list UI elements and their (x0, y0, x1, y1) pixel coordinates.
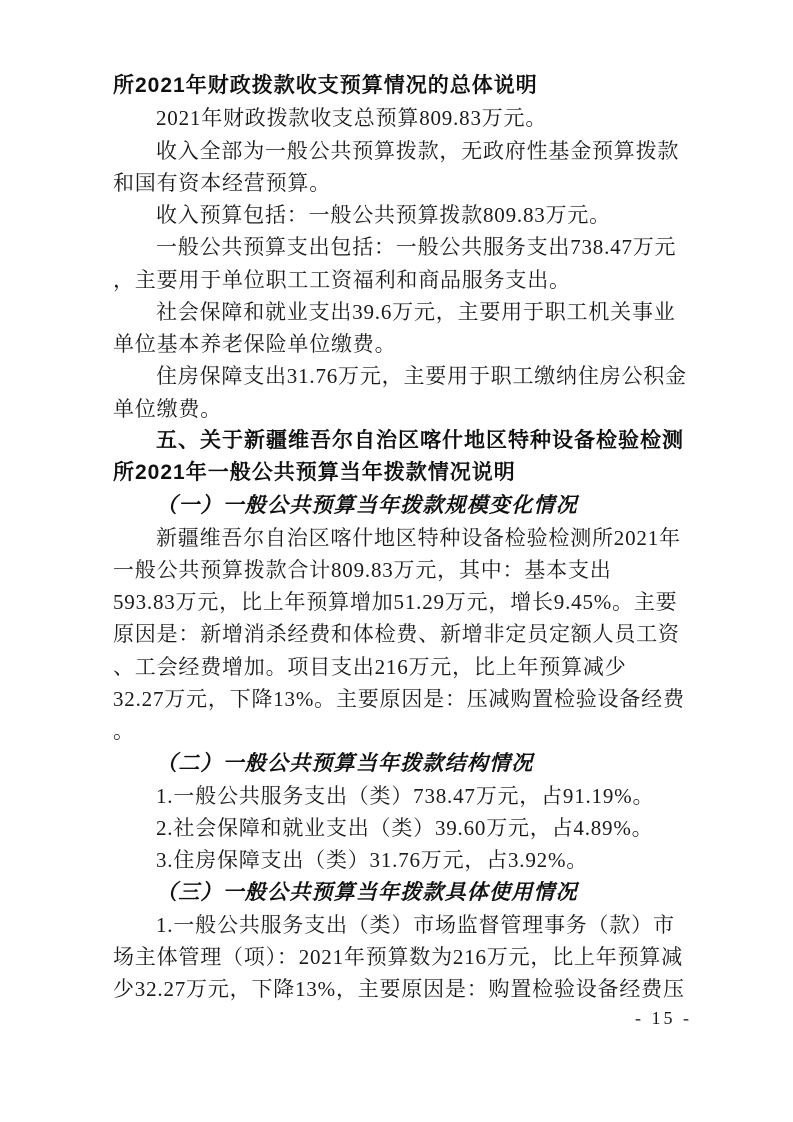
body-line: 2.社会保障和就业支出（类）39.60万元，占4.89%。 (156, 815, 654, 840)
body-line: 593.83万元，比上年预算增加51.29万元，增长9.45%。主要 (113, 590, 678, 614)
body-line: 32.27万元，下降13%。主要原因是：压减购置检验设备经费 (113, 686, 685, 711)
body-line: 场主体管理（项）：2021年预算数为216万元，比上年预算减 (113, 944, 683, 969)
heading-line: 所2021年一般公共预算当年拨款情况说明 (113, 461, 516, 484)
heading-line: 五、关于新疆维吾尔自治区喀什地区特种设备检验检测 (156, 428, 684, 452)
body-line: 2021年财政拨款收支总预算809.83万元。 (156, 106, 548, 131)
section-heading-line: （二）一般公共预算当年拨款结构情况 (156, 751, 534, 776)
body-line: 收入预算包括：一般公共预算拨款809.83万元。 (156, 203, 611, 227)
body-line: 一般公共预算支出包括：一般公共服务支出738.47万元 (156, 235, 677, 260)
body-line: 和国有资本经营预算。 (113, 170, 331, 195)
section-heading-line: （一）一般公共预算当年拨款规模变化情况 (156, 493, 578, 518)
body-line: 收入全部为一般公共预算拨款，无政府性基金预算拨款 (156, 138, 680, 163)
body-line: 。 (113, 719, 135, 743)
page-number: - 15 - (635, 1008, 692, 1028)
body-line: 少32.27万元，下降13%，主要原因是：购置检验设备经费压 (113, 977, 685, 1001)
section-heading-line: （三）一般公共预算当年拨款具体使用情况 (156, 880, 578, 905)
body-line: 、工会经费增加。项目支出216万元，比上年预算减少 (113, 654, 627, 679)
body-line: 新疆维吾尔自治区喀什地区特种设备检验检测所2021年 (156, 525, 681, 550)
body-line: 1.一般公共服务支出（类）738.47万元，占91.19%。 (156, 783, 655, 808)
body-line: 一般公共预算拨款合计809.83万元，其中：基本支出 (113, 557, 612, 582)
body-line: 原因是：新增消杀经费和体检费、新增非定员定额人员工资 (113, 622, 680, 647)
body-line: ，主要用于单位职工工资福利和商品服务支出。 (113, 267, 571, 292)
body-line: 单位基本养老保险单位缴费。 (113, 332, 397, 356)
body-line: 社会保障和就业支出39.6万元，主要用于职工机关事业 (156, 299, 676, 324)
body-line: 3.住房保障支出（类）31.76万元，占3.92%。 (156, 848, 589, 872)
heading-line: 所2021年财政拨款收支预算情况的总体说明 (113, 74, 538, 97)
document-content (113, 70, 713, 1005)
body-line: 住房保障支出31.76万元，主要用于职工缴纳住房公积金 (156, 364, 687, 389)
body-line: 1.一般公共服务支出（类）市场监督管理事务（款）市 (156, 912, 675, 937)
body-line: 单位缴费。 (113, 396, 222, 421)
